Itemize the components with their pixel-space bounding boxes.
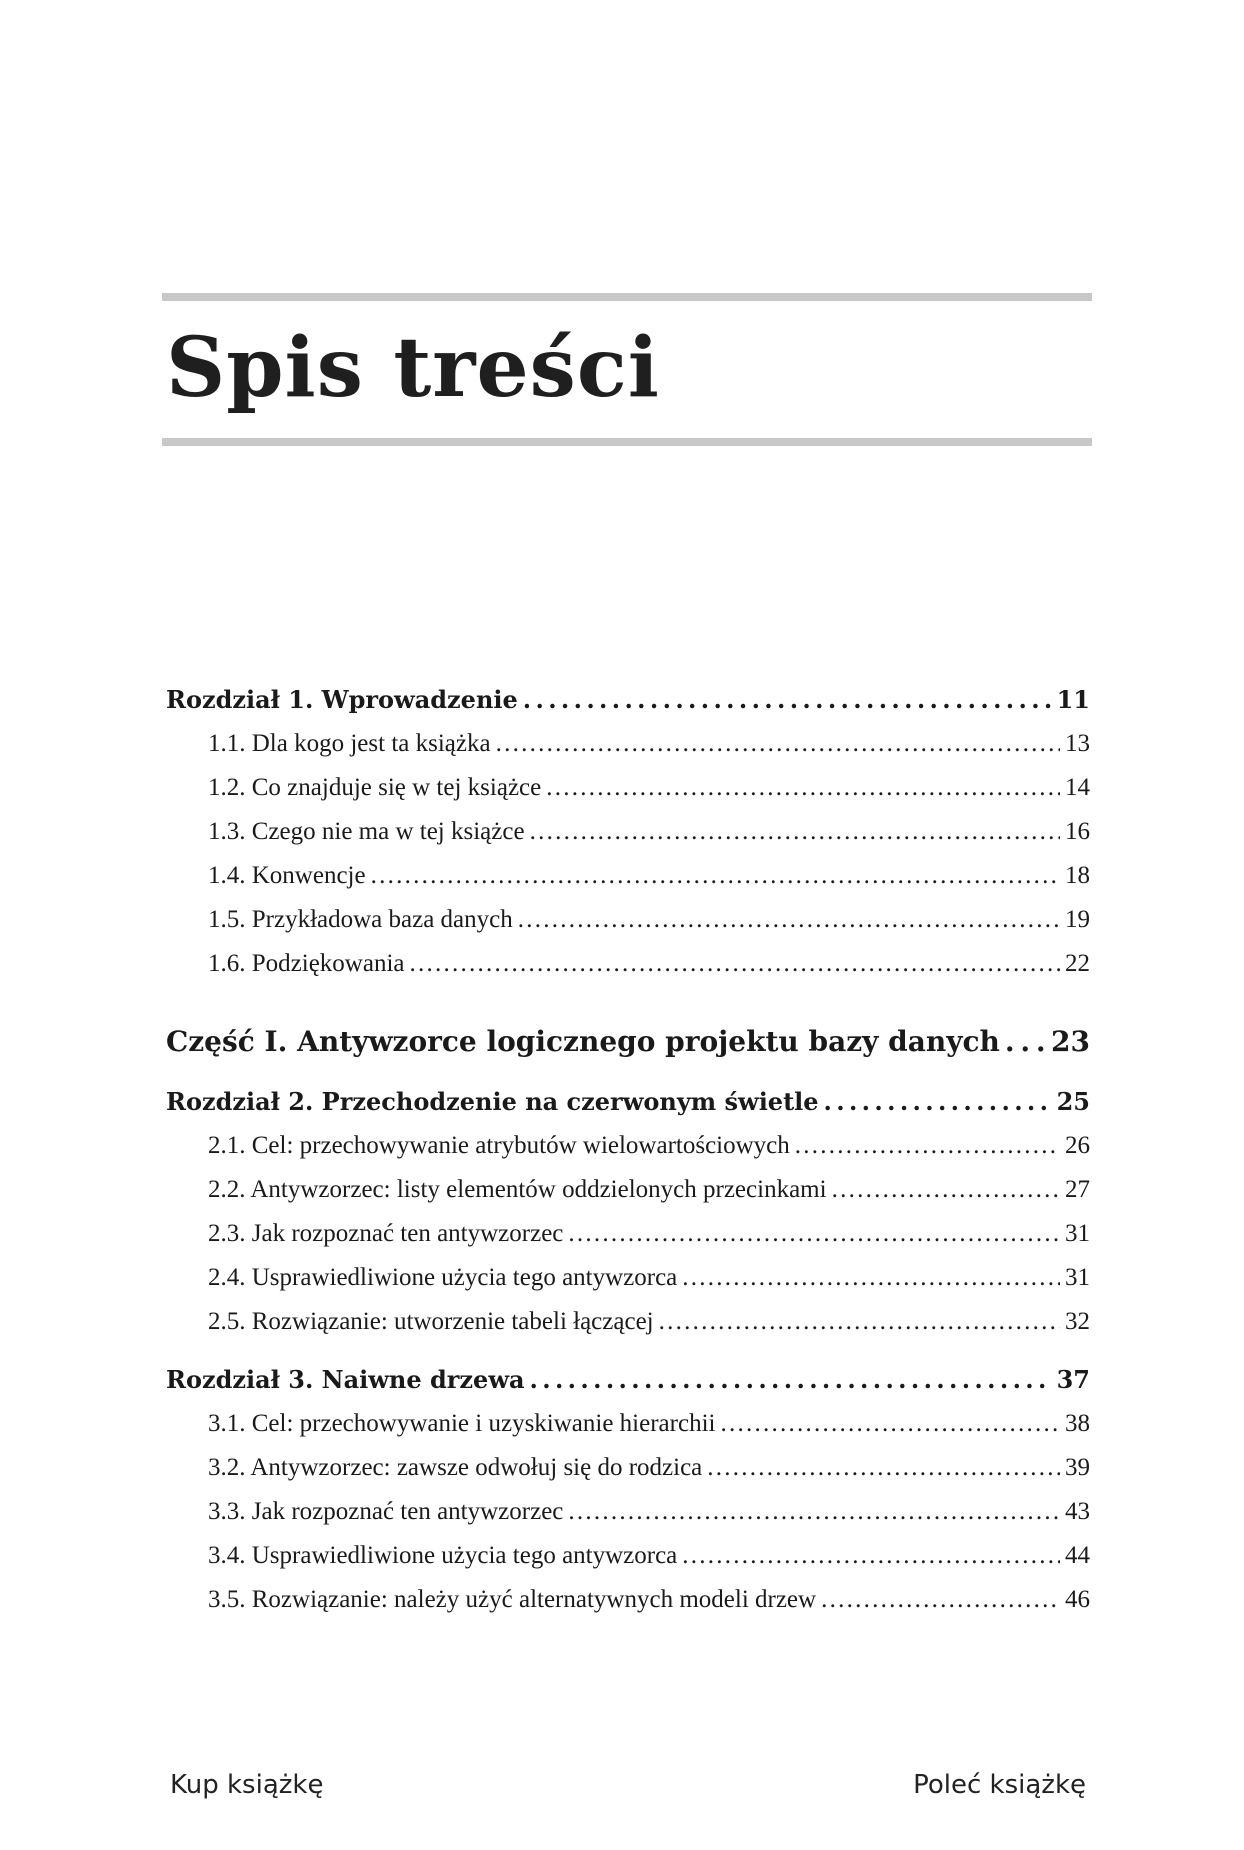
toc-section-entry[interactable] [166,854,1090,898]
dot-leader [821,1578,1060,1622]
dot-leader [707,1446,1060,1490]
toc-entry-page-number: 25 [1056,1087,1090,1116]
toc-entry-page-number: 22 [1065,950,1090,977]
dot-leader [568,1490,1060,1534]
toc-entry-label: Rozdział 3. Naiwne drzewa [166,1365,525,1394]
toc-section-entry[interactable] [166,1212,1090,1256]
toc-section-entry[interactable] [166,898,1090,942]
recommend-book-link[interactable]: Poleć książkę [913,1770,1086,1800]
toc-entry-page-number: 18 [1065,862,1090,889]
toc-entry-page-number: 23 [1051,1025,1090,1058]
toc-entry-page-number: 11 [1056,685,1090,714]
toc-entry-page-number: 43 [1065,1498,1090,1525]
toc-entry-label: 2.1. Cel: przechowywanie atrybutów wielowartościowych [208,1132,790,1159]
toc-section-entry[interactable] [166,810,1090,854]
dot-leader [682,1534,1060,1578]
dot-leader [530,1358,1052,1402]
toc-entry-label: 2.5. Rozwiązanie: utworzenie tabeli łączącej [208,1308,654,1335]
toc-entry-page-number: 37 [1056,1365,1090,1394]
toc-entry-label: Część I. Antywzorce logicznego projektu bazy danych [166,1025,1000,1058]
toc-entry-label: Rozdział 1. Wprowadzenie [166,685,518,714]
toc-entry-page-number: 19 [1065,906,1090,933]
toc-entry-label: 1.5. Przykładowa baza danych [208,906,513,933]
dot-leader [518,898,1060,942]
toc-entry-page-number: 14 [1065,774,1090,801]
page-title: Spis treści [166,320,660,416]
toc-entry-label: 1.6. Podziękowania [208,950,405,977]
dot-leader [720,1402,1060,1446]
toc-section-entry[interactable] [166,1446,1090,1490]
toc-chapter-entry[interactable] [166,678,1090,722]
toc-entry-label: 3.5. Rozwiązanie: należy użyć alternatywnych modeli drzew [208,1586,817,1613]
toc-entry-label: 2.2. Antywzorzec: listy elementów oddzielonych przecinkami [208,1176,827,1203]
toc-entry-label: 3.2. Antywzorzec: zawsze odwołuj się do rodzica [208,1454,703,1481]
dot-leader [568,1212,1060,1256]
title-rule-top [162,293,1092,301]
toc-entry-label: Rozdział 2. Przechodzenie na czerwonym świetle [166,1087,819,1116]
toc-part-entry[interactable] [166,1014,1090,1070]
dot-leader [409,942,1060,986]
toc-entry-label: 3.4. Usprawiedliwione użycia tego antywzorca [208,1542,678,1569]
dot-leader [832,1168,1060,1212]
dot-leader [682,1256,1060,1300]
toc-entry-page-number: 39 [1065,1454,1090,1481]
toc-entry-label: 3.1. Cel: przechowywanie i uzyskiwanie hierarchii [208,1410,716,1437]
dot-leader [496,722,1060,766]
toc-section-entry[interactable] [166,1300,1090,1344]
toc-entry-page-number: 44 [1065,1542,1090,1569]
toc-section-entry[interactable] [166,1256,1090,1300]
toc-section-entry[interactable] [166,1168,1090,1212]
toc-entry-page-number: 27 [1065,1176,1090,1203]
dot-leader [824,1080,1052,1124]
buy-book-link[interactable]: Kup książkę [170,1770,324,1800]
toc-entry-page-number: 13 [1065,730,1090,757]
toc-entry-page-number: 32 [1065,1308,1090,1335]
toc-entry-label: 1.2. Co znajduje się w tej książce [208,774,542,801]
toc-section-entry[interactable] [166,1490,1090,1534]
dot-leader [371,854,1060,898]
toc-entry-page-number: 38 [1065,1410,1090,1437]
dot-leader [523,678,1052,722]
dot-leader [795,1124,1060,1168]
dot-leader [546,766,1060,810]
dot-leader [1005,1014,1046,1070]
toc-entry-page-number: 26 [1065,1132,1090,1159]
toc-entry-label: 2.3. Jak rozpoznać ten antywzorzec [208,1220,564,1247]
toc-section-entry[interactable] [166,1578,1090,1622]
toc-section-entry[interactable] [166,766,1090,810]
toc-chapter-entry[interactable] [166,1080,1090,1124]
toc-entry-page-number: 31 [1065,1264,1090,1291]
dot-leader [530,810,1060,854]
toc-section-entry[interactable] [166,1534,1090,1578]
toc-entry-page-number: 16 [1065,818,1090,845]
toc-entry-page-number: 46 [1065,1586,1090,1613]
toc-entry-label: 1.3. Czego nie ma w tej książce [208,818,525,845]
toc-chapter-entry[interactable] [166,1358,1090,1402]
toc-section-entry[interactable] [166,722,1090,766]
table-of-contents [166,678,1090,1622]
toc-entry-label: 2.4. Usprawiedliwione użycia tego antywzorca [208,1264,678,1291]
toc-section-entry[interactable] [166,942,1090,986]
toc-section-entry[interactable] [166,1402,1090,1446]
dot-leader [659,1300,1060,1344]
toc-section-entry[interactable] [166,1124,1090,1168]
title-rule-bottom [162,438,1092,446]
toc-entry-label: 1.1. Dla kogo jest ta książka [208,730,491,757]
toc-entry-label: 1.4. Konwencje [208,862,366,889]
toc-entry-page-number: 31 [1065,1220,1090,1247]
toc-entry-label: 3.3. Jak rozpoznać ten antywzorzec [208,1498,564,1525]
